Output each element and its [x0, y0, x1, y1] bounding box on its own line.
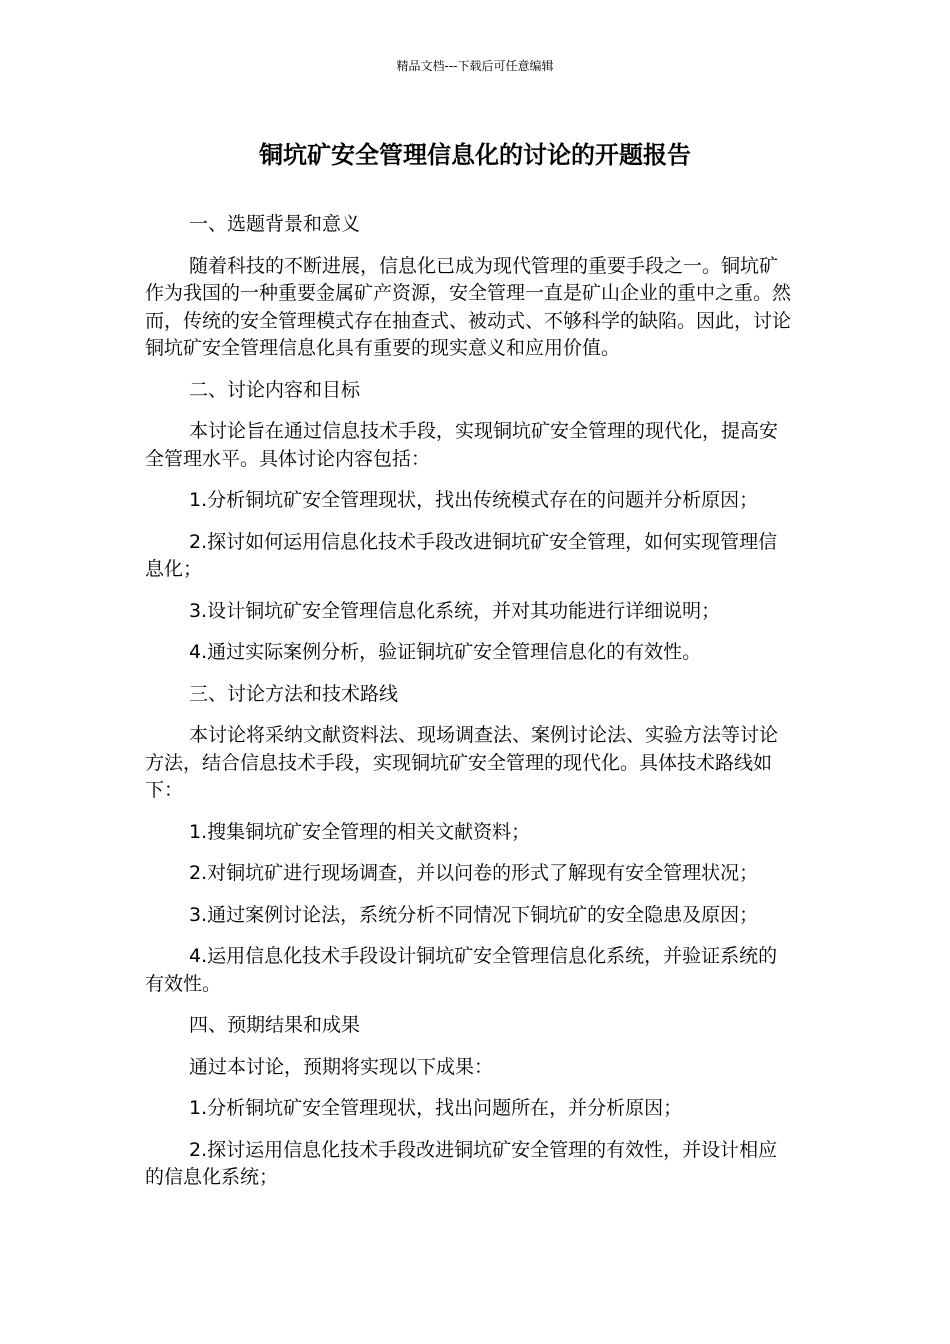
- list-item-methods-3: 3.通过案例讨论法，系统分析不同情况下铜坑矿的安全隐患及原因；: [189, 903, 759, 926]
- section-heading-results: 四、预期结果和成果: [189, 1014, 361, 1036]
- document-title: 铜坑矿安全管理信息化的讨论的开题报告: [259, 141, 691, 169]
- page-header: 精品文档---下载后可任意编辑: [396, 59, 554, 73]
- list-item-content-3: 3.设计铜坑矿安全管理信息化系统，并对其功能进行详细说明；: [189, 599, 721, 622]
- paragraph-content-intro: 本讨论旨在通过信息技术手段，实现铜坑矿安全管理的现代化，提高安全管理水平。具体讨论内容包括：: [145, 420, 779, 470]
- section-heading-content: 二、讨论内容和目标: [189, 378, 361, 401]
- section-heading-methods: 三、讨论方法和技术路线: [189, 682, 399, 705]
- list-item-results-1: 1.分析铜坑矿安全管理现状，找出问题所在，并分析原因；: [189, 1097, 683, 1119]
- list-item-results-2: 2.探讨运用信息化技术手段改进铜坑矿安全管理的有效性，并设计相应的信息化系统；: [145, 1138, 778, 1188]
- list-item-content-4: 4.通过实际案例分析，验证铜坑矿安全管理信息化的有效性。: [189, 641, 702, 663]
- paragraph-background: 随着科技的不断进展，信息化已成为现代管理的重要手段之一。铜坑矿作为我国的一种重要金属矿产资源，安全管理一直是矿山企业的重中之重。然而，传统的安全管理模式存在抽查式、被动式、不够科学的缺陷。因此，讨论铜坑矿安全管理信息化具有重要的现实意义和应用价值。: [145, 254, 792, 359]
- paragraph-methods-intro: 本讨论将采纳文献资料法、现场调查法、案例讨论法、实验方法等讨论方法，结合信息技术手段，实现铜坑矿安全管理的现代化。具体技术路线如下：: [145, 724, 779, 801]
- list-item-methods-2: 2.对铜坑矿进行现场调查，并以问卷的形式了解现有安全管理状况；: [189, 862, 759, 884]
- list-item-content-1: 1.分析铜坑矿安全管理现状，找出传统模式存在的问题并分析原因；: [189, 489, 759, 511]
- list-item-methods-1: 1.搜集铜坑矿安全管理的相关文献资料；: [189, 820, 531, 843]
- paragraph-results-intro: 通过本讨论，预期将实现以下成果：: [189, 1055, 494, 1078]
- document-body: [145, 211, 795, 1206]
- list-item-methods-4: 4.运用信息化技术手段设计铜坑矿安全管理信息化系统，并验证系统的有效性。: [145, 945, 778, 995]
- list-item-content-2: 2.探讨如何运用信息化技术手段改进铜坑矿安全管理，如何实现管理信息化；: [145, 530, 778, 580]
- section-heading-background: 一、选题背景和意义: [189, 213, 361, 235]
